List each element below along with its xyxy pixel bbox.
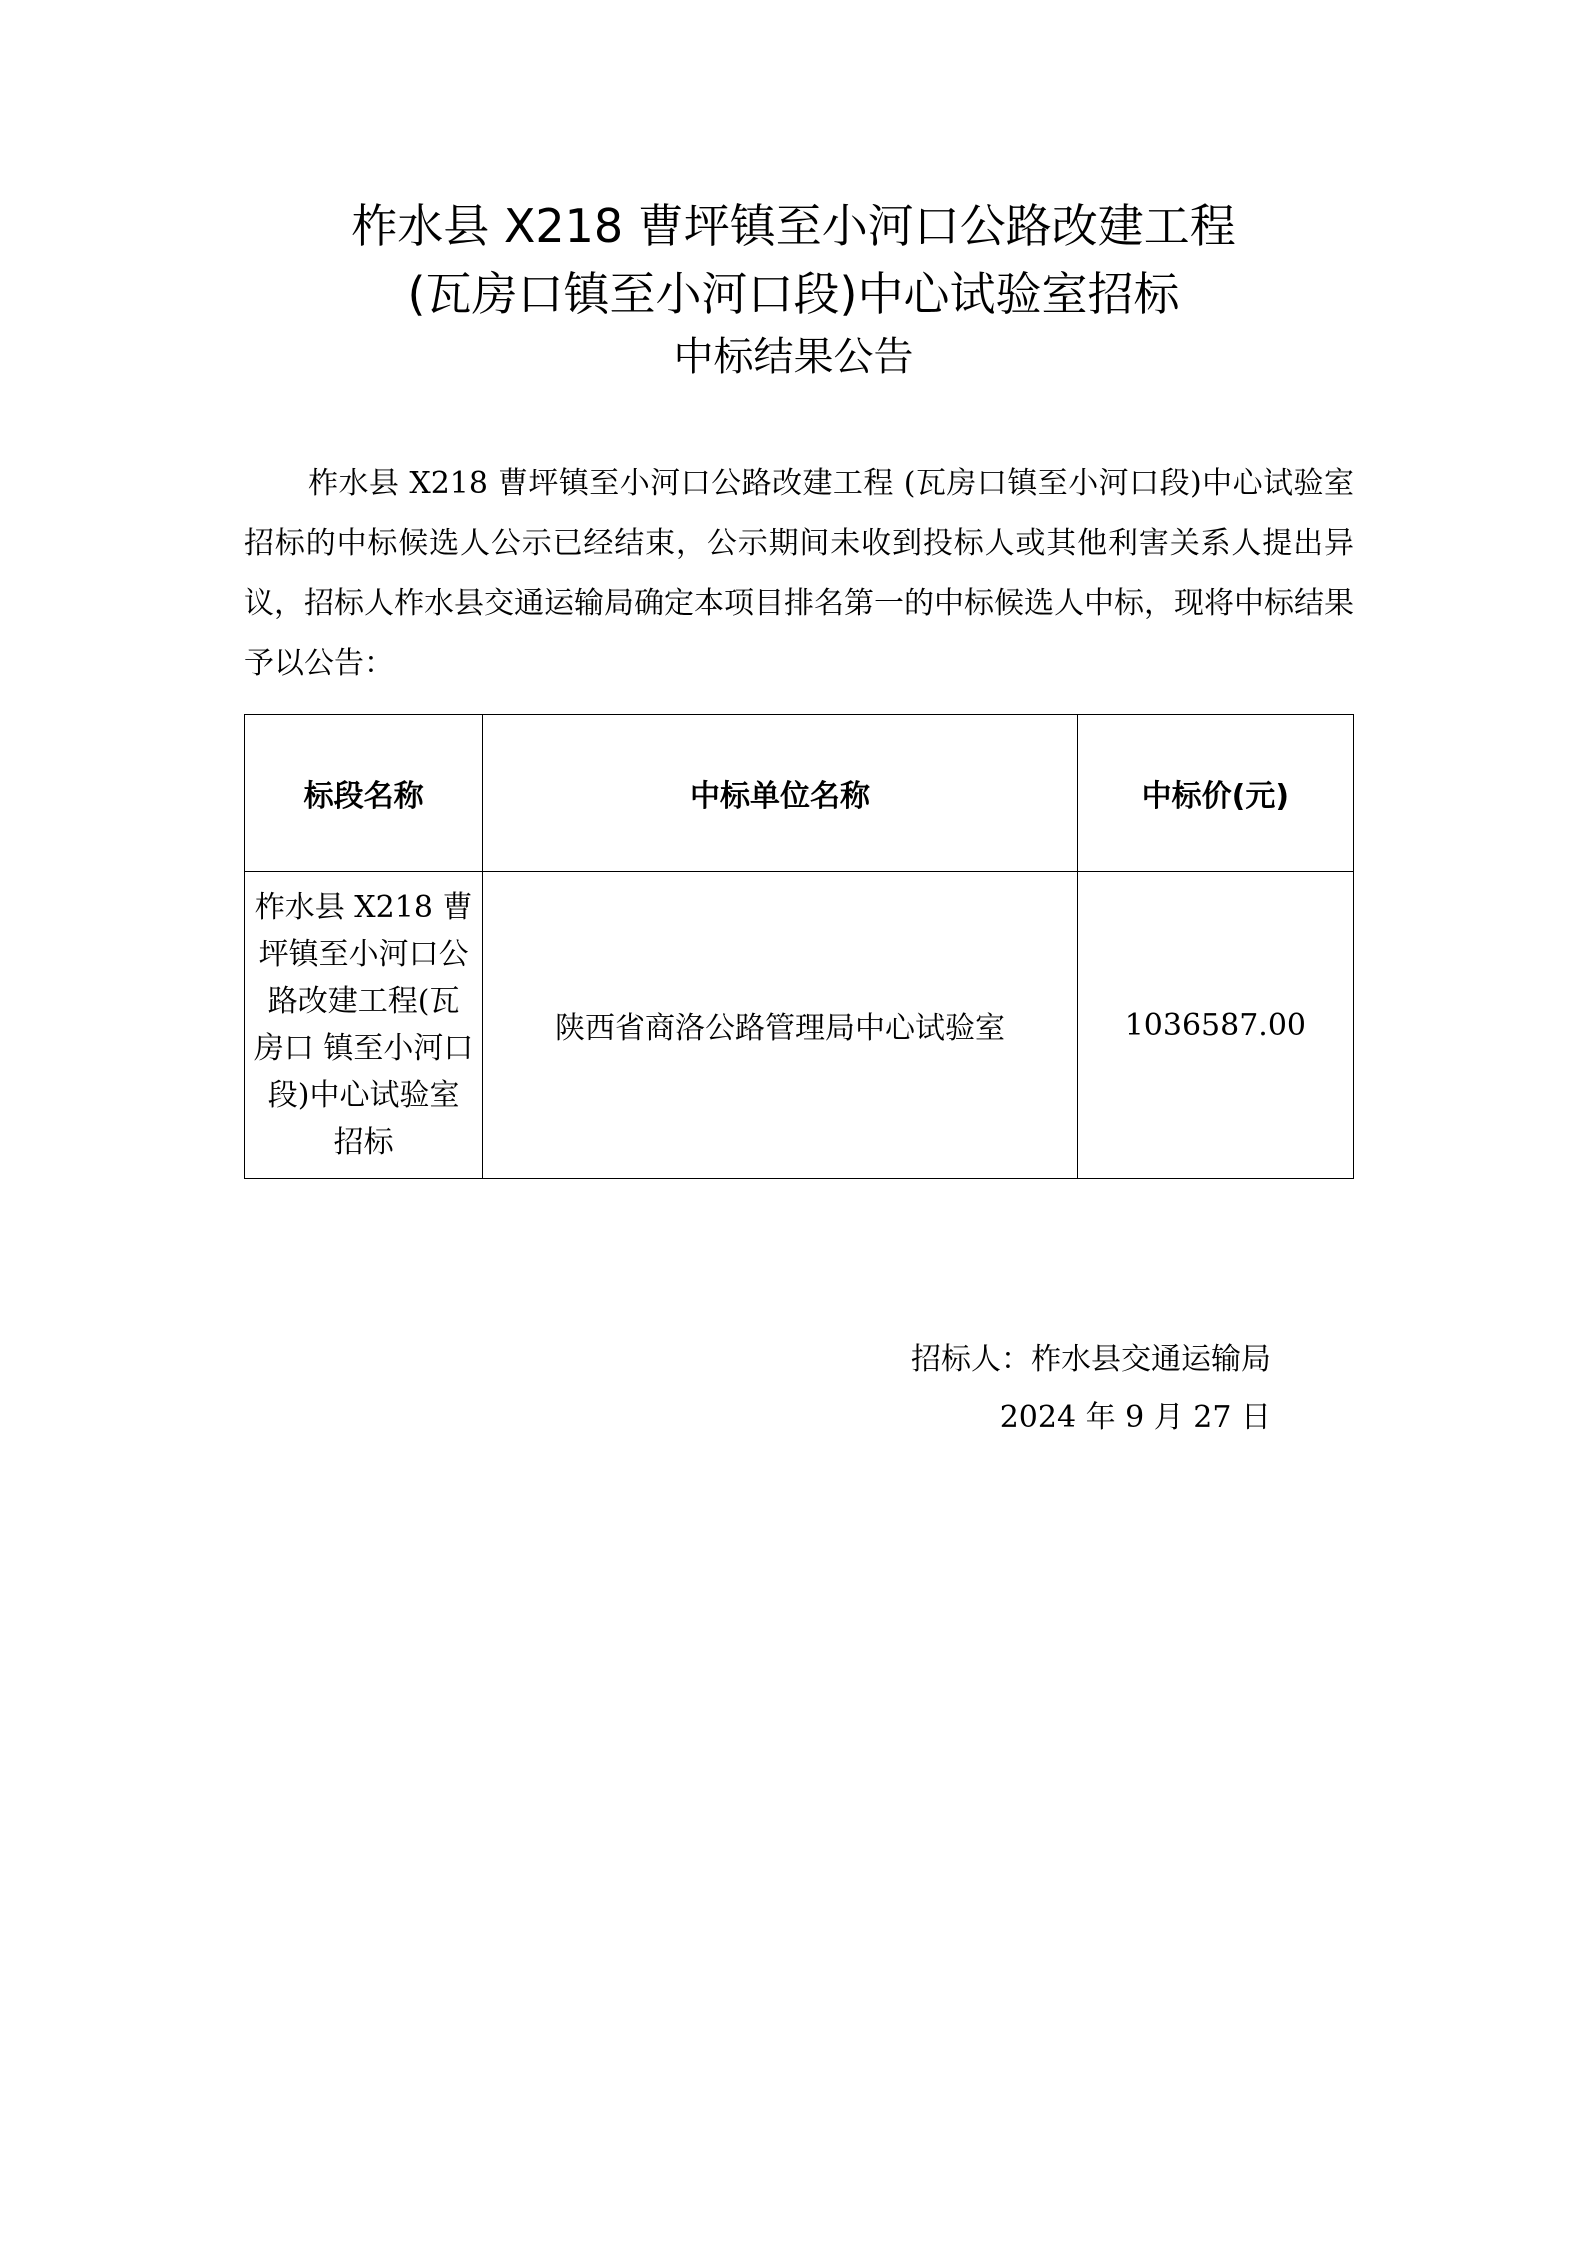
header-winner-name: 中标单位名称	[483, 715, 1078, 872]
title-line-1: 柞水县 X218 曹坪镇至小河口公路改建工程	[351, 199, 1236, 253]
title-line-2: (瓦房口镇至小河口段)中心试验室招标	[407, 267, 1180, 321]
cell-winner-name: 陕西省商洛公路管理局中心试验室	[483, 872, 1078, 1179]
section-name-text: 柞水县 X218 曹坪镇至小河口公路改建工程(瓦房口 镇至小河口段)中心试验室招标	[253, 890, 474, 1160]
announcement-paragraph: 柞水县 X218 曹坪镇至小河口公路改建工程 (瓦房口镇至小河口段)中心试验室招标的中标候选人公示已经结束，公示期间未收到投标人或其他利害关系人提出异议，招标人柞水县交通运输局确定本项目排名第一的中标候选人中标，现将中标结果予以公告：	[244, 466, 1354, 681]
award-result-table	[244, 714, 1354, 1179]
header-price: 中标价(元)	[1077, 715, 1353, 872]
issuer-signature: 招标人：柞水县交通运输局	[911, 1342, 1271, 1377]
cell-price: 1036587.00	[1077, 872, 1353, 1179]
table-row	[245, 872, 1354, 1179]
title-line-3: 中标结果公告	[673, 334, 914, 380]
header-section-name: 标段名称	[245, 715, 483, 872]
table-header-row	[245, 715, 1354, 872]
issue-date: 2024 年 9 月 27 日	[999, 1400, 1271, 1435]
cell-section-name	[245, 872, 483, 1179]
